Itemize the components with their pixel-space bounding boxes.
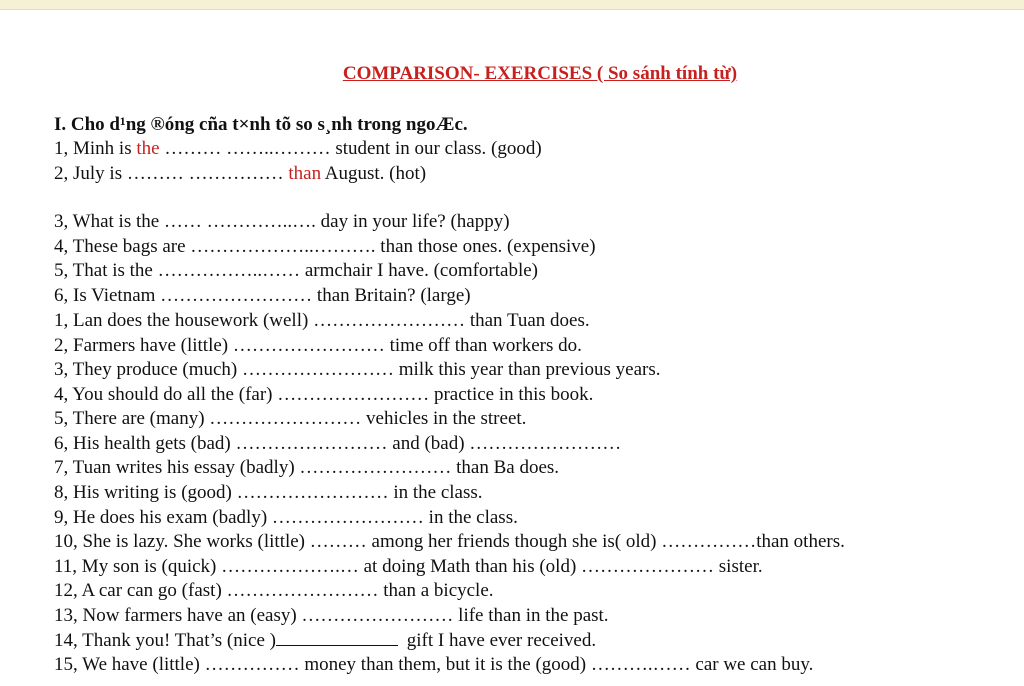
exercise-text: 1, Minh is: [54, 138, 137, 159]
exercise-line: 1, Lan does the housework (well) …………………… than Tuan does.: [54, 310, 590, 331]
exercise-text: 2, July is ……… ……………: [54, 163, 289, 184]
exercise-line: 13, Now farmers have an (easy) …………………… life than in the past.: [54, 605, 609, 626]
exercise-line: 5, There are (many) …………………… vehicles in the street.: [54, 408, 527, 429]
hint-word: the: [136, 138, 160, 159]
exercise-line: 4, These bags are ………………..………. than those ones. (expensive): [54, 236, 596, 257]
window-top-bar: [0, 0, 1024, 10]
exercise-line: [54, 137, 542, 161]
exercise-line: [54, 629, 596, 653]
exercise-text: ……… ……..……… student in our class. (good): [159, 138, 542, 159]
section-heading: I. Cho d¹ng ®óng cña t×nh tõ so s¸nh trong ngoÆc.: [54, 114, 468, 135]
exercise-line: 8, His writing is (good) …………………… in the class.: [54, 482, 483, 503]
exercise-line: 12, A car can go (fast) …………………… than a bicycle.: [54, 580, 494, 601]
exercise-line: 4, You should do all the (far) …………………… practice in this book.: [54, 384, 594, 405]
exercise-line: 3, They produce (much) …………………… milk this year than previous years.: [54, 359, 661, 380]
exercise-line: 3, What is the …… …………..…. day in your life? (happy): [54, 211, 510, 232]
exercise-line: 5, That is the ……………..…… armchair I have. (comfortable): [54, 260, 539, 281]
exercise-line: 6, His health gets (bad) …………………… and (bad) ……………………: [54, 433, 622, 454]
exercise-line: [54, 162, 426, 186]
exercise-text: 14, Thank you! That’s (nice ): [54, 630, 276, 651]
exercise-line: 9, He does his exam (badly) …………………… in the class.: [54, 507, 518, 528]
hint-word: than: [288, 163, 322, 184]
exercise-text: gift I have ever received.: [401, 630, 597, 651]
exercise-line: 11, My son is (quick) ……………….… at doing Math than his (old) ………………… sister.: [54, 556, 763, 577]
exercise-line: 15, We have (little) …………… money than them, but it is the (good) ……….…… car we can buy.: [54, 654, 814, 675]
exercise-line: 7, Tuan writes his essay (badly) …………………… than Ba does.: [54, 457, 560, 478]
exercise-line: 10, She is lazy. She works (little) ……… among her friends though she is( old) ……………than others.: [54, 531, 845, 552]
exercise-line: 2, Farmers have (little) …………………… time off than workers do.: [54, 335, 582, 356]
page-title: COMPARISON- EXERCISES ( So sánh tính từ): [342, 63, 738, 84]
exercise-line: 6, Is Vietnam …………………… than Britain? (large): [54, 285, 471, 306]
answer-blank: [276, 630, 398, 646]
exercise-text: August. (hot): [321, 163, 427, 184]
